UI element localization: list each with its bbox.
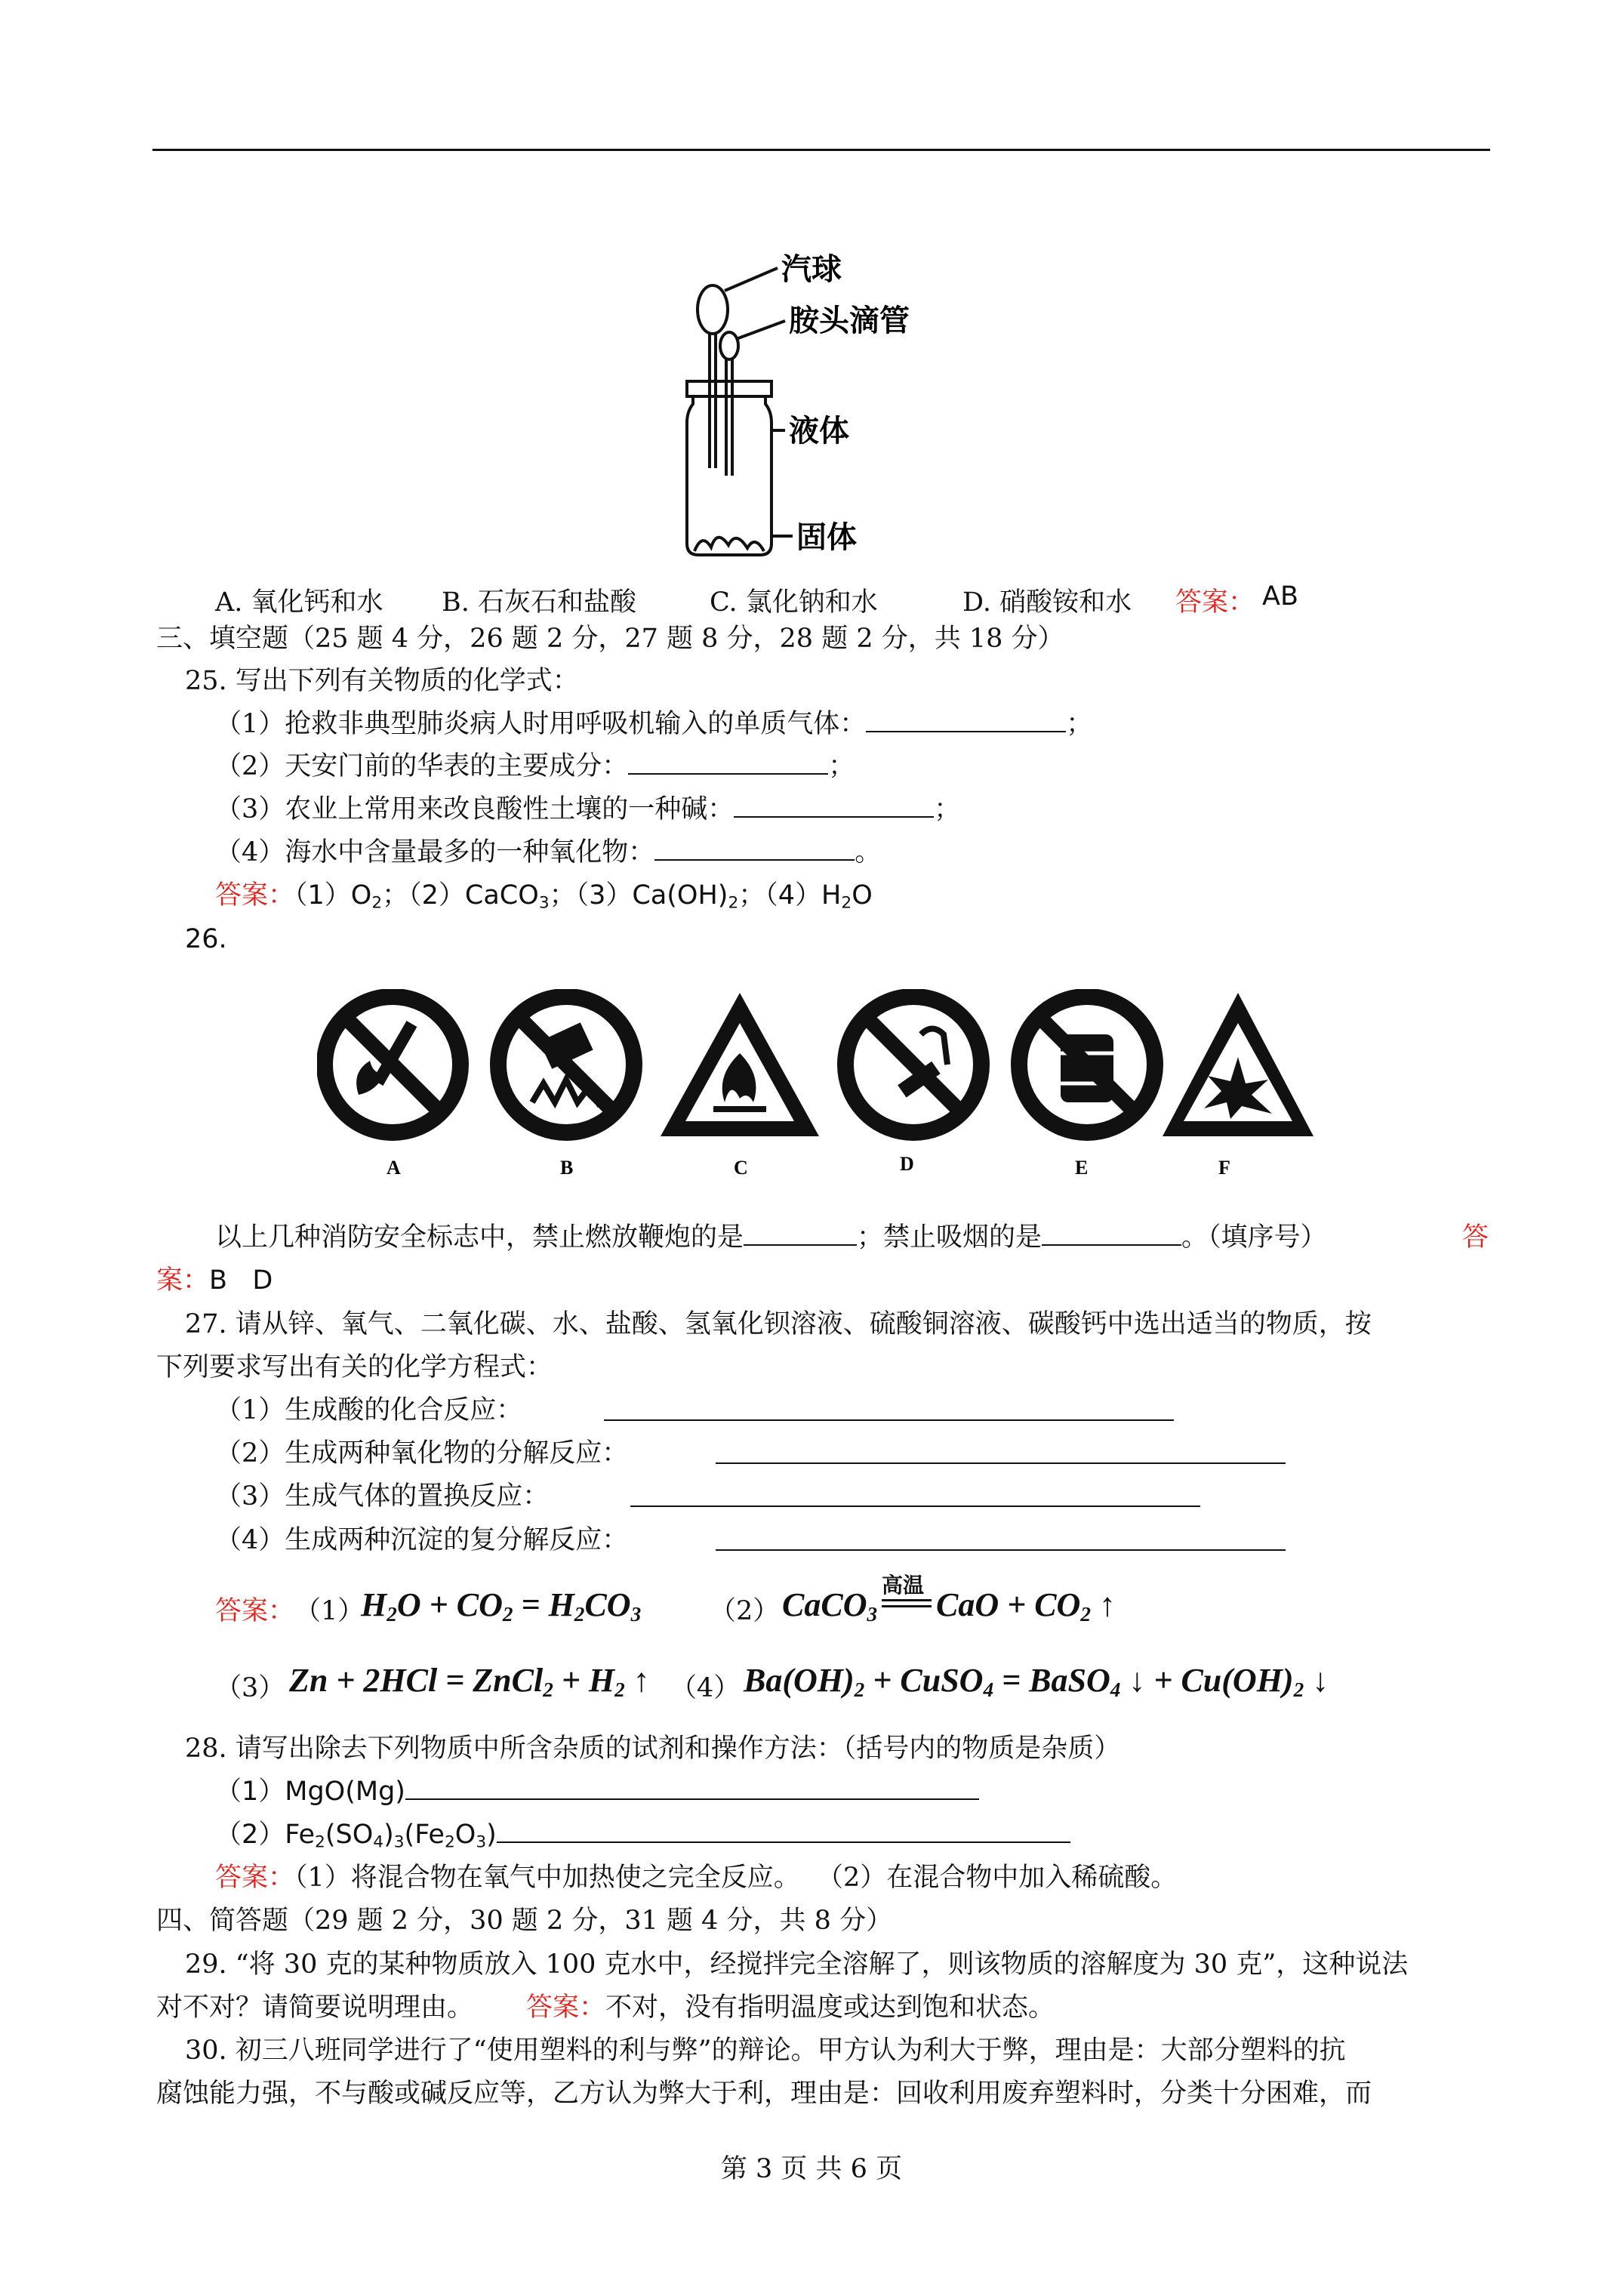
q28-item-2: [215, 1818, 1070, 1859]
q26-number: 26.: [185, 924, 227, 954]
q26-blank-2[interactable]: [1042, 1222, 1181, 1246]
sign-letter-a: A: [387, 1157, 401, 1179]
q26-question: [215, 1221, 1327, 1254]
q25-item-4-text: （4）海水中含量最多的一种氧化物：: [215, 837, 655, 868]
q27-eq-label-1: （1）: [294, 1596, 365, 1626]
q26-answer: B D: [209, 1265, 273, 1296]
q26-answer-line: [156, 1264, 273, 1297]
q24-answer: AB: [1262, 581, 1298, 612]
q25-item-1: [215, 707, 1092, 741]
q28-answer-label: 答案：: [215, 1863, 295, 1893]
q27-blank-4[interactable]: [716, 1527, 1286, 1551]
q27-stem-1: 27. 请从锌、氧气、二氧化碳、水、盐酸、氢氧化钡溶液、硫酸铜溶液、碳酸钙中选出适当的物质，按: [185, 1309, 1372, 1339]
q26-answer-label-b: 案：: [156, 1265, 210, 1296]
q27-item-1: （1）生成酸的化合反应：: [215, 1395, 523, 1425]
q25-item-4: [215, 836, 881, 869]
q25-item-3-text: （3）农业上常用来改良酸性土壤的一种碱：: [215, 794, 735, 824]
q29-answer: 不对，没有指明温度或达到饱和状态。: [605, 1992, 1055, 2023]
q30-line-1: 30. 初三八班同学进行了“使用塑料的利与弊”的辩论。甲方认为利大于弊，理由是：大部分塑料的抗: [185, 2036, 1346, 2066]
sign-letter-e: E: [1075, 1157, 1089, 1179]
label-liquid: 液体: [789, 414, 849, 448]
sign-d-no-smoking-icon: [845, 997, 981, 1133]
option-a: A. 氧化钙和水: [215, 587, 383, 618]
q28-blank-1[interactable]: [405, 1776, 979, 1800]
section3-title: 三、填空题（25 题 4 分，26 题 2 分，27 题 8 分，28 题 2 分，共 18 分）: [156, 624, 1064, 654]
q27-condition: 高温: [882, 1573, 925, 1598]
q28-answer: （1）将混合物在氧气中加热使之完全反应。 （2）在混合物中加入稀硫酸。: [294, 1863, 1178, 1893]
q28-item-1-text: （1）MgO(Mg): [215, 1777, 405, 1807]
option-b: B. 石灰石和盐酸: [442, 587, 636, 618]
q27-eq-label-2: （2）: [710, 1596, 780, 1626]
sign-a-no-fire-icon: [325, 997, 460, 1133]
apparatus-figure: [664, 249, 981, 566]
q26-text-2: ；禁止吸烟的是: [857, 1222, 1042, 1253]
q25-blank-2[interactable]: [628, 750, 828, 775]
option-d: D. 硝酸铵和水: [962, 587, 1132, 618]
q28-item-2-text: $(2)Fe_2(SO_4)_3(Fe_2O_3)$: [215, 1820, 497, 1852]
q27-item-3: （3）生成气体的置换反应：: [215, 1481, 550, 1512]
q27-eq-label-3: （3）: [215, 1673, 285, 1703]
q27-stem-2: 下列要求写出有关的化学方程式：: [156, 1352, 553, 1382]
q28-answer-line: [215, 1861, 1177, 1894]
q25-blank-1[interactable]: [866, 708, 1066, 732]
q27-blank-2[interactable]: [716, 1440, 1286, 1464]
q27-blank-1[interactable]: [604, 1397, 1174, 1421]
q27-equation-3: Zn + 2HCl = ZnCl$_2$ + $H_2$ ↑: [289, 1662, 650, 1701]
q25-item-2: [215, 750, 855, 783]
q26-text-3: 。（填序号）: [1181, 1222, 1327, 1253]
q27-blank-3[interactable]: [630, 1483, 1200, 1507]
sign-letter-f: F: [1218, 1157, 1230, 1179]
sign-e-no-flammables-icon: [1019, 997, 1155, 1133]
option-c: C. 氯化钠和水: [710, 587, 878, 618]
q30-line-2: 腐蚀能力强，不与酸或碱反应等，乙方认为弊大于利，理由是：回收利用废弃塑料时，分类十分困难，而: [156, 2079, 1372, 2109]
q24-answer-label: 答案：: [1175, 587, 1255, 618]
q28-item-1: [215, 1775, 979, 1808]
q26-answer-label-a: 答: [1462, 1222, 1489, 1253]
q25-blank-4[interactable]: [654, 837, 855, 861]
fire-safety-signs: [317, 989, 1313, 1185]
sign-letter-b: B: [560, 1157, 574, 1179]
sign-f-explosive-icon: [1163, 993, 1313, 1136]
q25-item-3-end: ；: [934, 794, 961, 824]
q27-equation-2-right: CaO + $CO_2$ ↑: [936, 1586, 1116, 1626]
q26-text-1: 以上几种消防安全标志中，禁止燃放鞭炮的是: [215, 1222, 744, 1253]
q25-item-2-text: （2）天安门前的华表的主要成分：: [215, 751, 629, 781]
q27-eq-label-4: （4）: [670, 1673, 741, 1703]
label-dropper: 胺头滴管: [789, 304, 910, 338]
q25-item-1-text: （1）抢救非典型肺炎病人时用呼吸机输入的单质气体：: [215, 709, 867, 739]
q27-answer-label: 答案：: [215, 1596, 295, 1626]
q25-item-3: [215, 793, 960, 826]
q25-stem: 25. 写出下列有关物质的化学式：: [185, 666, 579, 696]
q27-item-4: （4）生成两种沉淀的复分解反应：: [215, 1525, 629, 1555]
sign-letter-c: C: [734, 1157, 748, 1179]
q25-answer-label: 答案：: [215, 880, 295, 911]
q28-stem: 28. 请写出除去下列物质中所含杂质的试剂和操作方法：（括号内的物质是杂质）: [185, 1734, 1121, 1764]
q27-equation-2-left: CaCO$_3$: [782, 1586, 878, 1626]
q27-eq2-bar-bottom: [882, 1605, 932, 1607]
q25-item-1-end: ；: [1066, 709, 1093, 739]
sign-letter-d: D: [900, 1153, 914, 1175]
q27-equation-4: $Ba(OH)_2$ + CuSO$_4$ = BaSO$_4$ ↓ + $Cu(OH)_2$ ↓: [744, 1662, 1329, 1701]
q27-eq2-bar-top: [882, 1599, 932, 1601]
q28-blank-2[interactable]: [497, 1819, 1070, 1843]
label-solid: 固体: [796, 520, 857, 555]
q29-answer-label: 答案：: [526, 1992, 606, 2023]
q25-answer: $(1)O_2$；（2）CaCO$_3$；$(3)Ca(OH)_2$；$(4)H_2O$: [294, 880, 873, 913]
q26-blank-1[interactable]: [744, 1222, 857, 1246]
q29-line-2-text: 对不对？请简要说明理由。: [156, 1992, 474, 2023]
q25-item-2-end: ；: [828, 751, 855, 781]
section4-title: 四、简答题（29 题 2 分，30 题 2 分，31 题 4 分，共 8 分）: [156, 1906, 893, 1936]
header-rule: [152, 149, 1490, 151]
sign-c-flammable-icon: [661, 993, 819, 1136]
page-footer: 第 3 页 共 6 页: [720, 2154, 903, 2184]
sign-b-no-firecrackers-icon: [498, 997, 634, 1133]
q29-line-1: 29. “将 30 克的某种物质放入 100 克水中，经搅拌完全溶解了，则该物质的溶解度为 30 克”，这种说法: [185, 1949, 1409, 1980]
q25-answer-line: [215, 879, 873, 920]
q29-line-2: [156, 1991, 1055, 2024]
q25-item-4-end: 。: [855, 837, 882, 868]
q27-equation-1: $H_2O + CO_2 = H_2CO_3$: [361, 1586, 642, 1626]
label-balloon: 汽球: [781, 252, 842, 287]
q27-item-2: （2）生成两种氧化物的分解反应：: [215, 1438, 629, 1469]
q25-blank-3[interactable]: [734, 794, 934, 818]
